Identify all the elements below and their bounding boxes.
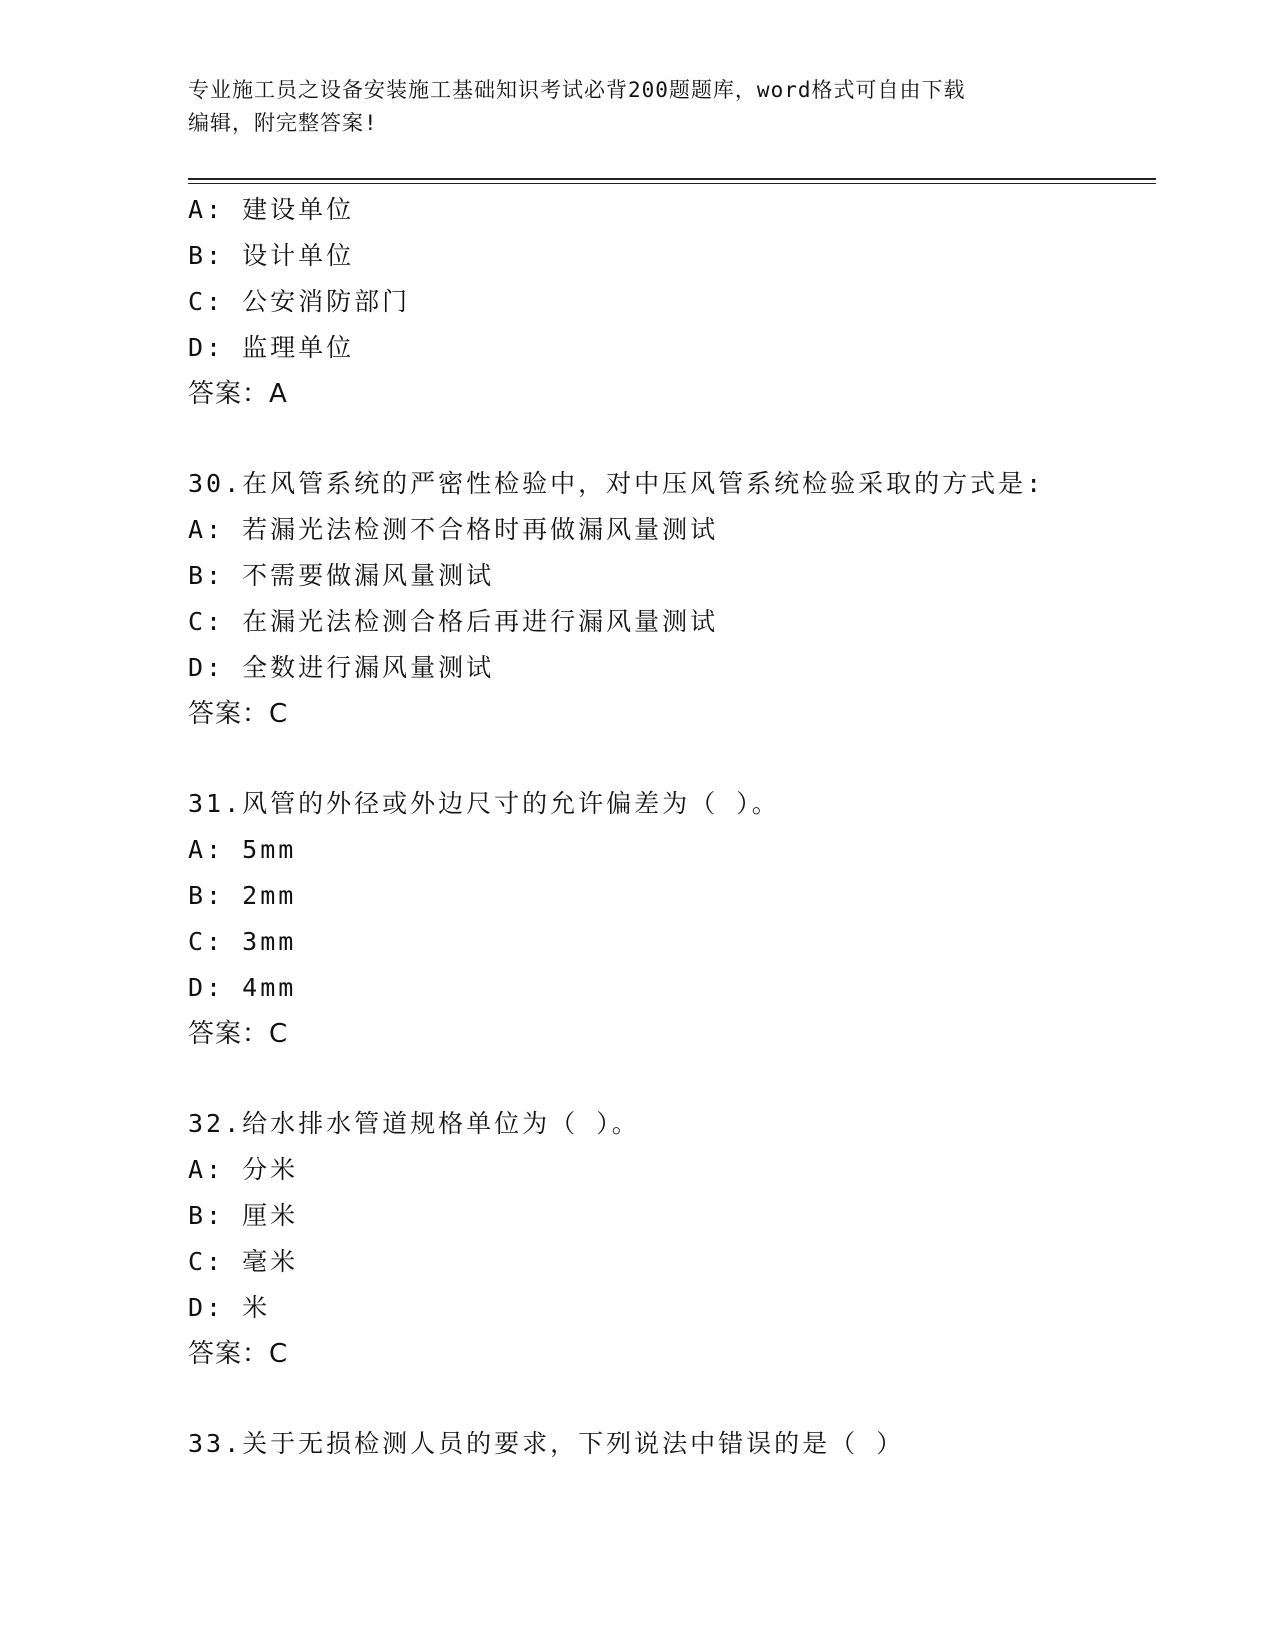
- option-b: B: 厘米: [188, 1201, 299, 1230]
- option-b: B: 不需要做漏风量测试: [188, 561, 495, 590]
- option-d: D: 全数进行漏风量测试: [188, 653, 495, 682]
- option-c: C: 毫米: [188, 1247, 299, 1276]
- question-33-block: [188, 1421, 1148, 1467]
- header-divider-thick: [188, 178, 1156, 180]
- document-header: [188, 74, 1088, 140]
- question-text: 31.风管的外径或外边尺寸的允许偏差为（ ）。: [188, 789, 780, 818]
- option-b: B: 2mm: [188, 881, 297, 910]
- question-text: 33.关于无损检测人员的要求，下列说法中错误的是（ ）: [188, 1429, 905, 1458]
- header-divider-thin: [188, 183, 1156, 184]
- answer: 答案：A: [188, 379, 288, 409]
- option-d: D: 4mm: [188, 973, 297, 1002]
- answer: 答案：C: [188, 1339, 289, 1369]
- header-line-2: 编辑，附完整答案!: [188, 111, 378, 135]
- answer: 答案：C: [188, 699, 289, 729]
- option-a: A: 若漏光法检测不合格时再做漏风量测试: [188, 515, 719, 544]
- option-a: A: 建设单位: [188, 195, 355, 224]
- question-31-block: [188, 781, 1148, 1057]
- question-29-block: [188, 187, 1148, 417]
- question-text: 32.给水排水管道规格单位为（ ）。: [188, 1109, 640, 1138]
- question-list: [188, 187, 1148, 1511]
- question-30-block: [188, 461, 1148, 737]
- option-c: C: 公安消防部门: [188, 287, 411, 316]
- option-d: D: 米: [188, 1293, 271, 1322]
- option-c: C: 3mm: [188, 927, 297, 956]
- option-c: C: 在漏光法检测合格后再进行漏风量测试: [188, 607, 719, 636]
- answer: 答案：C: [188, 1019, 289, 1049]
- header-line-1: 专业施工员之设备安装施工基础知识考试必背200题题库，word格式可自由下载: [188, 78, 966, 102]
- option-a: A: 分米: [188, 1155, 299, 1184]
- option-b: B: 设计单位: [188, 241, 355, 270]
- question-text: 30.在风管系统的严密性检验中，对中压风管系统检验采取的方式是:: [188, 469, 1045, 498]
- question-32-block: [188, 1101, 1148, 1377]
- option-d: D: 监理单位: [188, 333, 355, 362]
- option-a: A: 5mm: [188, 835, 297, 864]
